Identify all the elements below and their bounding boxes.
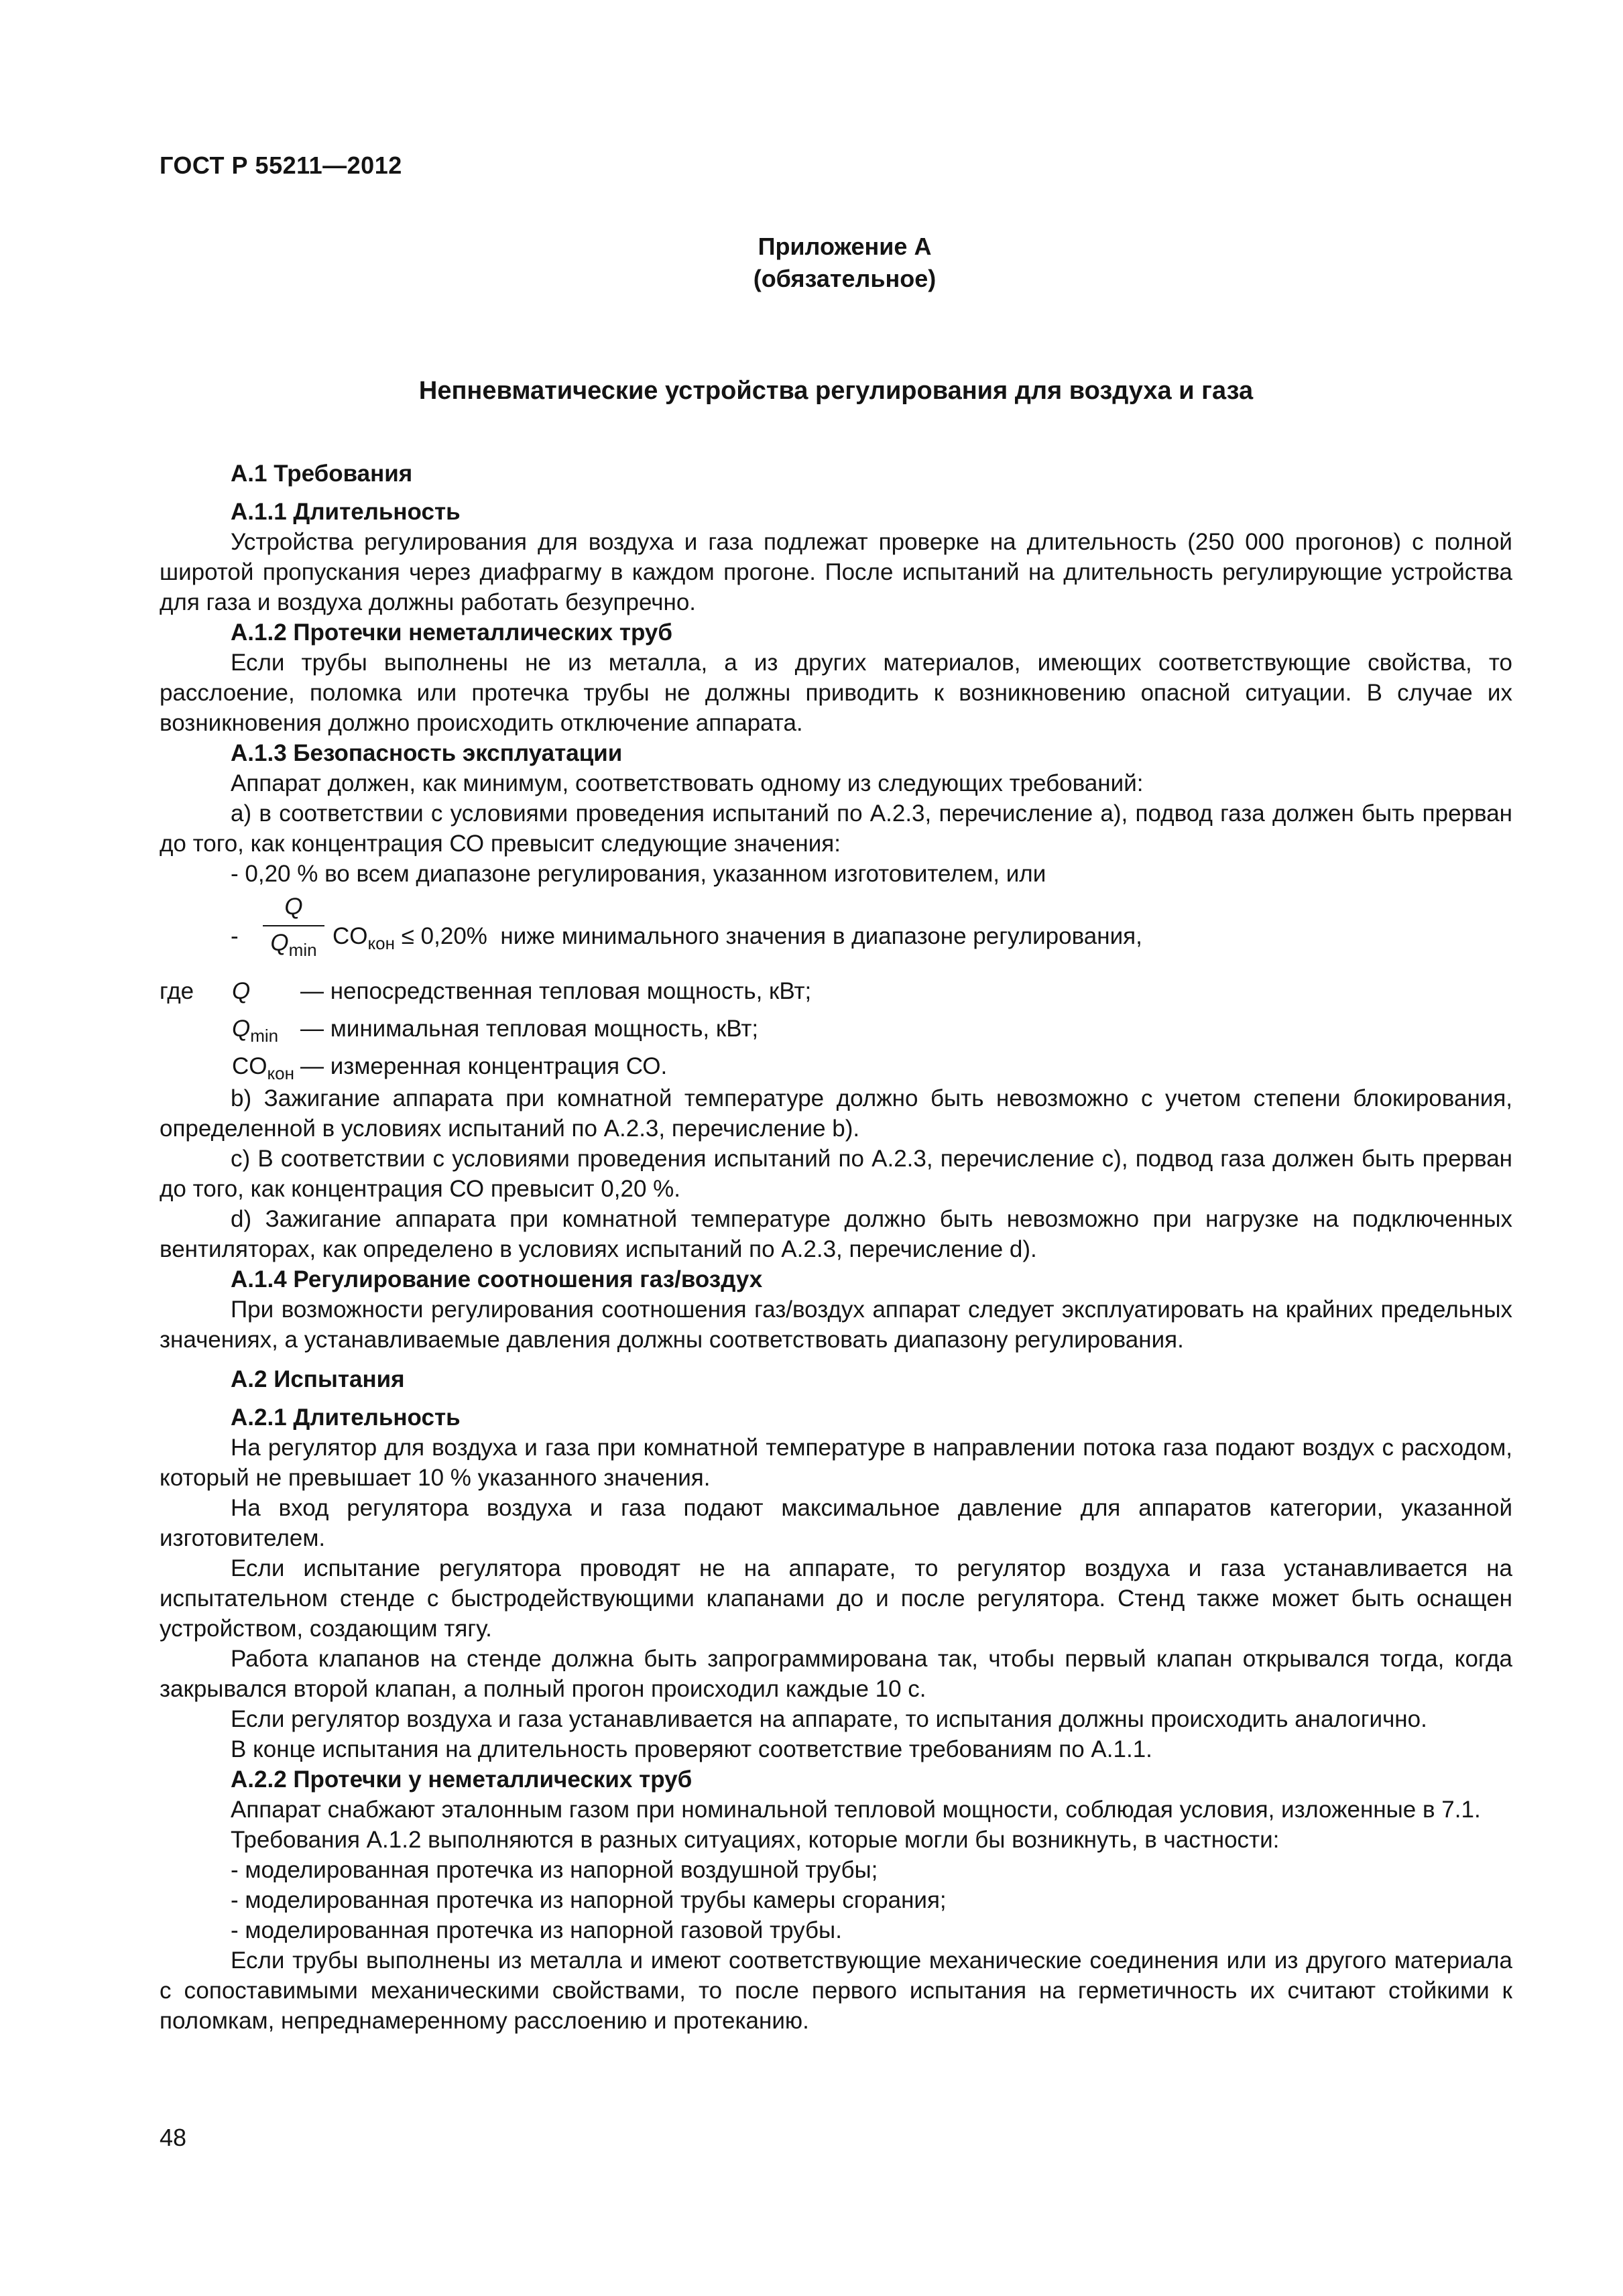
annex-main-title: Непневматические устройства регулирования для воздуха и газа: [418, 377, 1254, 405]
section-a21-paragraph-4: Работа клапанов на стенде должна быть запрограммирована так, чтобы первый клапан открывался тогда, когда закрывался второй клапан, а полный прогон происходил каждые 10 с.: [160, 1646, 1512, 1702]
section-a13-item-a-bullet: - 0,20 % во всем диапазоне регулирования, указанном изготовителем, или: [231, 861, 1046, 887]
formula-relation: ≤ 0,20%: [401, 923, 487, 949]
formula-after-text: ниже минимального значения в диапазоне регулирования,: [500, 923, 1142, 949]
section-a22-paragraph-3: Если трубы выполнены из металла и имеют соответствующие механические соединения или из другого материала с сопоставимыми механическими свойствами, то после первого испытания на герметичность их считают стойкими к поломкам, непреднамеренному расслоению и протеканию.: [160, 1947, 1512, 2034]
section-a12-text: Если трубы выполнены не из металла, а из других материалов, имеющих соответствующие свойства, то расслоение, поломка или протечка трубы не должны приводить к возникновению опасной ситуации. В случае их возникновения должно происходить отключение аппарата.: [160, 650, 1512, 736]
section-a13-intro: Аппарат должен, как минимум, соответствовать одному из следующих требований:: [231, 770, 1144, 796]
section-a13-item-a: а) в соответствии с условиями проведения испытаний по А.2.3, перечисление а), подвод газа должен быть прерван до того, как концентрация СО превысит следующие значения:: [160, 800, 1512, 857]
section-a13-item-d: d) Зажигание аппарата при комнатной температуре должно быть невозможно при нагрузке на подключенных вентиляторах, как определено в условиях испытаний по А.2.3, перечисление d).: [160, 1206, 1512, 1262]
section-a13-heading: А.1.3 Безопасность эксплуатации: [231, 740, 623, 766]
page-number: 48: [160, 2124, 187, 2151]
section-a12-heading: А.1.2 Протечки неметаллических труб: [231, 619, 673, 646]
fraction-bar: [263, 925, 324, 926]
formula-dash: -: [231, 923, 239, 949]
section-a22-paragraph-1: Аппарат снабжают эталонным газом при номинальной тепловой мощности, соблюдая условия, изложенные в 7.1.: [231, 1797, 1481, 1823]
section-a2-heading: А.2 Испытания: [231, 1366, 405, 1392]
formula-numerator: Q: [284, 894, 303, 920]
symbol-qmin: $Q_{min}$: [232, 1016, 279, 1046]
formula-co-sub: кон: [367, 933, 395, 953]
section-a21-paragraph-5: Если регулятор воздуха и газа устанавливается на аппарате, то испытания должны происходить аналогично.: [231, 1706, 1427, 1732]
section-a22-heading: А.2.2 Протечки у неметаллических труб: [231, 1766, 693, 1793]
section-a13-item-b: b) Зажигание аппарата при комнатной температуре должно быть невозможно с учетом степени блокирования, определенной в условиях испытаний по А.2.3, перечисление b).: [160, 1085, 1512, 1142]
formula-co: CO: [333, 923, 368, 949]
definition-co-text: — измеренная концентрация СО.: [300, 1053, 668, 1079]
definition-q: [160, 971, 1512, 1008]
document-body: [160, 459, 1512, 2036]
definition-co: [160, 1046, 1512, 1083]
formula-definitions: [160, 971, 1512, 1083]
section-a22-list-item-2: - моделированная протечка из напорной трубы камеры сгорания;: [231, 1887, 947, 1913]
formula-fraction: [260, 892, 327, 959]
symbol-q: Q: [232, 978, 251, 1004]
section-a21-paragraph-1: На регулятор для воздуха и газа при комнатной температуре в направлении потока газа подают воздух с расходом, который не превышает 10 % указанного значения.: [160, 1435, 1512, 1491]
section-a21-heading: А.2.1 Длительность: [231, 1404, 461, 1431]
section-a21-paragraph-3: Если испытание регулятора проводят не на аппарате, то регулятор воздуха и газа устанавливается на испытательном стенде с быстродействующими клапанами до и после регулятора. Стенд также может быть оснащен устройством, создающим тягу.: [160, 1555, 1512, 1642]
section-a13-item-c: c) В соответствии с условиями проведения испытаний по А.2.3, перечисление с), подвод газа должен быть прерван до того, как концентрация СО превысит 0,20 %.: [160, 1146, 1512, 1202]
section-a22-list-item-3: - моделированная протечка из напорной газовой трубы.: [231, 1917, 842, 1943]
annex-heading: [670, 231, 1019, 295]
section-a11-text: Устройства регулирования для воздуха и газа подлежат проверке на длительность (250 000 прогонов) с полной широтой пропускания через диафрагму в каждом прогоне. После испытаний на длительность регулирующие устройства для газа и воздуха должны работать безупречно.: [160, 529, 1512, 615]
definition-qmin: [160, 1008, 1512, 1046]
where-label: где: [160, 978, 194, 1004]
formula-rest: [333, 921, 1142, 959]
formula-denominator: $Q_{min}$: [270, 930, 317, 960]
standard-header: ГОСТ Р 55211—2012: [160, 152, 402, 179]
annex-title: Приложение А: [758, 233, 932, 260]
section-a1-heading: А.1 Требования: [231, 461, 413, 487]
annex-status: (обязательное): [753, 265, 937, 292]
section-a14-heading: А.1.4 Регулирование соотношения газ/воздух: [231, 1266, 763, 1292]
section-a22-list-item-1: - моделированная протечка из напорной воздушной трубы;: [231, 1857, 878, 1883]
section-a22-paragraph-2: Требования А.1.2 выполняются в разных ситуациях, которые могли бы возникнуть, в частности:: [231, 1827, 1280, 1853]
section-a21-paragraph-2: На вход регулятора воздуха и газа подают максимальное давление для аппаратов категории, указанной изготовителем.: [160, 1495, 1512, 1551]
definition-qmin-text: — минимальная тепловая мощность, кВт;: [300, 1016, 759, 1042]
co-formula: [160, 892, 1512, 971]
symbol-co: $CO_{кон}$: [232, 1053, 294, 1083]
section-a11-heading: А.1.1 Длительность: [231, 499, 461, 525]
section-a21-paragraph-6: В конце испытания на длительность проверяют соответствие требованиям по А.1.1.: [231, 1736, 1152, 1762]
definition-q-text: — непосредственная тепловая мощность, кВт;: [300, 978, 812, 1004]
section-a14-text: При возможности регулирования соотношения газ/воздух аппарат следует эксплуатировать на крайних предельных значениях, а устанавливаемые давления должны соответствовать диапазону регулирования.: [160, 1296, 1512, 1353]
